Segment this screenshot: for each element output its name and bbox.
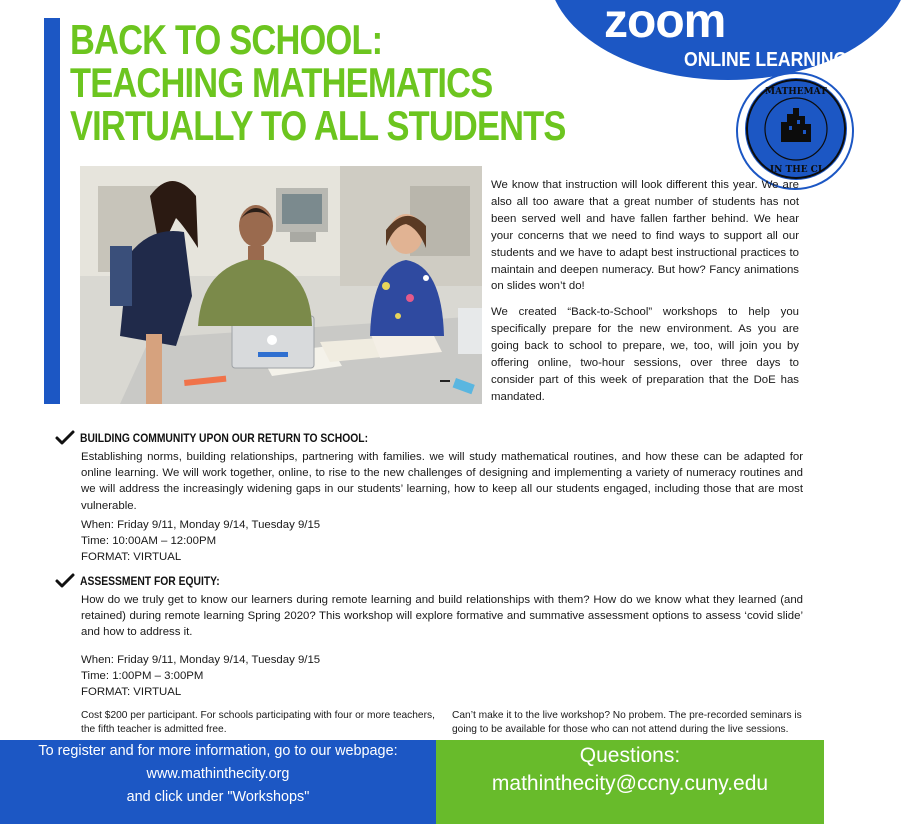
workshop-2-details <box>81 652 806 701</box>
math-in-the-city-seal <box>745 78 847 180</box>
intro-paragraph-2: We created “Back-to-School” workshops to help you specifically prepare for the new environment. As you are going back to school to prepare, we, too, will join you by offering online, two-hour sessions, over three days to consider part of this week of preparation that the DoE has mandated. <box>491 306 799 403</box>
workshop-2-header <box>56 574 806 590</box>
seal-graphic <box>745 78 847 180</box>
intro-text <box>491 177 799 415</box>
register-footer <box>0 740 436 824</box>
zoom-logo: zoom <box>604 0 726 48</box>
title-line-2: TEACHING MATHEMATICS <box>70 59 493 106</box>
checkmark-icon <box>56 431 74 445</box>
svg-text:IN THE CI: IN THE CI <box>769 165 823 175</box>
workshop-2-when: When: Friday 9/11, Monday 9/14, Tuesday 9/15 <box>81 653 321 666</box>
workshop-1-description: Establishing norms, building relationships, partnering with families. we will study mathematical routines, and how these can be adapted for online learning. We will work together, online, to rise to the new challenges of designing and implementing a variety of numeracy routines and we will address the increasingly widening gaps in our students’ learning, how to keep all our students engaged, including those that are most vulnerable. <box>81 451 803 512</box>
title-accent-bar <box>44 18 60 404</box>
workshop-section-1 <box>56 431 806 565</box>
workshop-2-time: Time: 1:00PM – 3:00PM <box>81 669 204 682</box>
register-line-3: and click under "Workshops" <box>126 789 310 805</box>
workshop-2-description: How do we truly get to know our learners during remote learning and build relationships with them? How do we know what they learned (and retained) during remote learning Spring 2020? This workshop will explore formative and summative assessment options to assess ‘covid slide’ and how to address it. <box>81 594 803 639</box>
website-link[interactable]: www.mathinthecity.org <box>146 766 290 782</box>
page-title <box>70 16 566 149</box>
workshop-section-2 <box>56 574 806 700</box>
contact-email-link[interactable]: mathinthecity@ccny.cuny.edu <box>491 772 769 795</box>
questions-label: Questions: <box>579 744 681 767</box>
workshop-1-format: FORMAT: VIRTUAL <box>81 551 182 564</box>
register-line-1: To register and for more information, go to our webpage: <box>38 743 398 759</box>
intro-paragraph-1: We know that instruction will look different this year. We are also all too aware that a great number of students has not been served well and have fallen farther behind. We hear your concerns that we need to find ways to support all our students and we have to adapt best instructional practices to maintain and deepen numeracy. But how? Fancy animations on slides won’t do! <box>491 179 799 293</box>
workshop-1-when: When: Friday 9/11, Monday 9/14, Tuesday 9/15 <box>81 518 321 531</box>
questions-footer <box>436 740 824 824</box>
recorded-sessions-note: Can’t make it to the live workshop? No probem. The pre-recorded seminars is going to be available for those who can not attend during the live sessions. <box>452 710 802 735</box>
cost-note: Cost $200 per participant. For schools participating with four or more teachers, the fifth teacher is admitted free. <box>81 710 435 735</box>
classroom-photo-illustration <box>80 166 482 404</box>
workshop-2-format: FORMAT: VIRTUAL <box>81 686 182 699</box>
online-learning-label: ONLINE LEARNING <box>684 49 848 71</box>
workshop-2-title: ASSESSMENT FOR EQUITY: <box>80 574 220 588</box>
svg-text:MATHEMAT: MATHEMAT <box>765 87 827 97</box>
workshop-1-title: BUILDING COMMUNITY UPON OUR RETURN TO SCHOOL: <box>80 431 369 445</box>
title-line-1: BACK TO SCHOOL: <box>70 16 383 63</box>
title-line-3: VIRTUALLY TO ALL STUDENTS <box>70 102 566 149</box>
checkmark-icon <box>56 574 74 588</box>
workshop-1-header <box>56 431 806 447</box>
classroom-photo <box>80 166 482 404</box>
workshop-1-time: Time: 10:00AM – 12:00PM <box>81 535 217 548</box>
workshop-1-details <box>81 517 806 566</box>
